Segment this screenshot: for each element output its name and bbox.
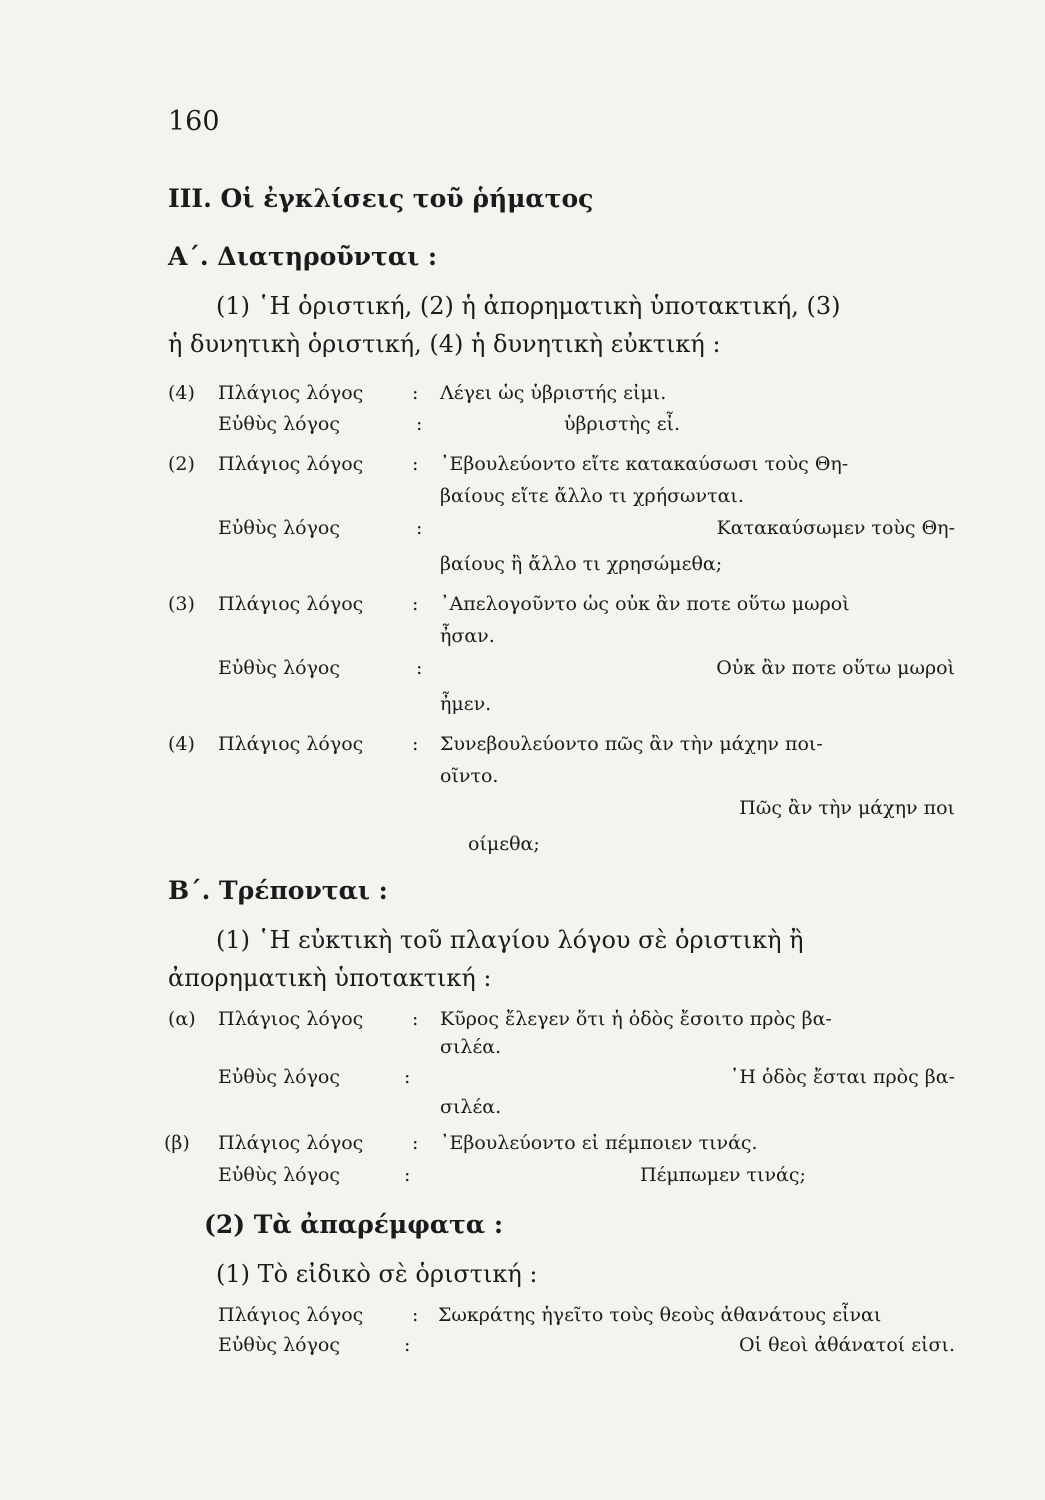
direct-text: Οὐκ ἂν ποτε οὕτω μωροὶ: [716, 657, 955, 679]
direct-text-cont: ἦμεν.: [440, 693, 492, 715]
direct-text: ῾Η ὁδὸς ἔσται πρὸς βα-: [729, 1066, 955, 1088]
direct-label: Εὐθὺς λόγος: [218, 517, 341, 539]
example-number: (α): [168, 1008, 196, 1030]
indirect-label: Πλάγιος λόγος: [218, 733, 364, 755]
direct-label: Εὐθὺς λόγος: [218, 1164, 341, 1186]
example-number: (β): [164, 1132, 190, 1154]
colon: :: [416, 657, 423, 679]
indirect-text: ᾿Εβουλεύοντο εἰ πέμποιεν τινάς.: [440, 1132, 758, 1154]
indirect-text-cont: βαίους εἴτε ἄλλο τι χρήσωνται.: [440, 485, 744, 507]
indirect-text: Κῦρος ἔλεγεν ὅτι ἡ ὁδὸς ἔσοιτο πρὸς βα-: [440, 1008, 832, 1030]
direct-text: Κατακαύσωμεν τοὺς Θη-: [716, 517, 955, 539]
direct-text-cont: οίμεθα;: [468, 833, 540, 855]
colon: :: [404, 1164, 411, 1186]
colon: :: [412, 382, 419, 404]
direct-label: Εὐθὺς λόγος: [218, 657, 341, 679]
colon: :: [416, 517, 423, 539]
example-number: (3): [168, 593, 195, 615]
indirect-label: Πλάγιος λόγος: [218, 453, 364, 475]
indirect-text-cont: σιλέα.: [440, 1036, 502, 1058]
direct-text-cont: σιλέα.: [440, 1096, 502, 1118]
indirect-label: Πλάγιος λόγος: [218, 382, 364, 404]
direct-text: Πέμπωμεν τινάς;: [640, 1164, 806, 1186]
indirect-label: Πλάγιος λόγος: [218, 1304, 364, 1326]
part-b-intro-line1: (1) ῾Η εὐκτικὴ τοῦ πλαγίου λόγου σὲ ὁριστικὴ ἢ: [216, 926, 804, 954]
colon: :: [412, 1008, 419, 1030]
colon: :: [412, 1304, 419, 1326]
part-b-heading: Β΄. Τρέπονται :: [168, 876, 388, 905]
indirect-label: Πλάγιος λόγος: [218, 593, 364, 615]
colon: :: [412, 593, 419, 615]
part-a-intro-line2: ἡ δυνητικὴ ὁριστική, (4) ἡ δυνητικὴ εὐκτική :: [168, 330, 721, 358]
colon: :: [416, 413, 423, 435]
colon: :: [412, 1132, 419, 1154]
indirect-text-cont: οῖντο.: [440, 765, 499, 787]
indirect-text: ᾿Εβουλεύοντο εἴτε κατακαύσωσι τοὺς Θη-: [440, 453, 849, 475]
direct-text: ὑβριστὴς εἶ.: [564, 413, 681, 435]
indirect-text-cont: ἦσαν.: [440, 625, 495, 647]
colon: :: [412, 733, 419, 755]
infinitives-intro: (1) Τὸ εἰδικὸ σὲ ὁριστική :: [216, 1260, 538, 1288]
indirect-text: Συνεβουλεύοντο πῶς ἂν τὴν μάχην ποι-: [440, 733, 823, 755]
colon: :: [412, 453, 419, 475]
indirect-label: Πλάγιος λόγος: [218, 1132, 364, 1154]
direct-label: Εὐθὺς λόγος: [218, 1066, 341, 1088]
direct-text: Οἱ θεοὶ ἀθάνατοί εἰσι.: [739, 1334, 955, 1356]
indirect-text: ᾿Απελογοῦντο ὡς οὐκ ἂν ποτε οὕτω μωροὶ: [440, 593, 850, 615]
indirect-label: Πλάγιος λόγος: [218, 1008, 364, 1030]
indirect-text: Λέγει ὡς ὑβριστής εἰμι.: [440, 382, 667, 404]
direct-label: Εὐθὺς λόγος: [218, 1334, 341, 1356]
direct-text-cont: βαίους ἢ ἄλλο τι χρησώμεθα;: [440, 553, 723, 575]
part-b-intro-line2: ἀπορηματικὴ ὑποτακτική :: [168, 964, 492, 992]
example-number: (2): [168, 453, 195, 475]
infinitives-heading: (2) Τὰ ἀπαρέμφατα :: [204, 1210, 504, 1239]
colon: :: [404, 1334, 411, 1356]
direct-text: Πῶς ἂν τὴν μάχην ποι: [739, 797, 955, 819]
example-number: (4): [168, 733, 195, 755]
direct-label: Εὐθὺς λόγος: [218, 413, 341, 435]
example-number: (4): [168, 382, 195, 404]
colon: :: [404, 1066, 411, 1088]
part-a-heading: Α΄. Διατηροῦνται :: [168, 242, 438, 271]
page-number: 160: [168, 106, 220, 137]
part-a-intro-line1: (1) ῾Η ὁριστική, (2) ἡ ἀπορηματικὴ ὑποτακτική, (3): [216, 292, 841, 320]
indirect-text: Σωκράτης ἡγεῖτο τοὺς θεοὺς ἀθανάτους εἶναι: [438, 1304, 882, 1326]
section-title: III. Οἱ ἐγκλίσεις τοῦ ῥήματος: [168, 184, 594, 213]
